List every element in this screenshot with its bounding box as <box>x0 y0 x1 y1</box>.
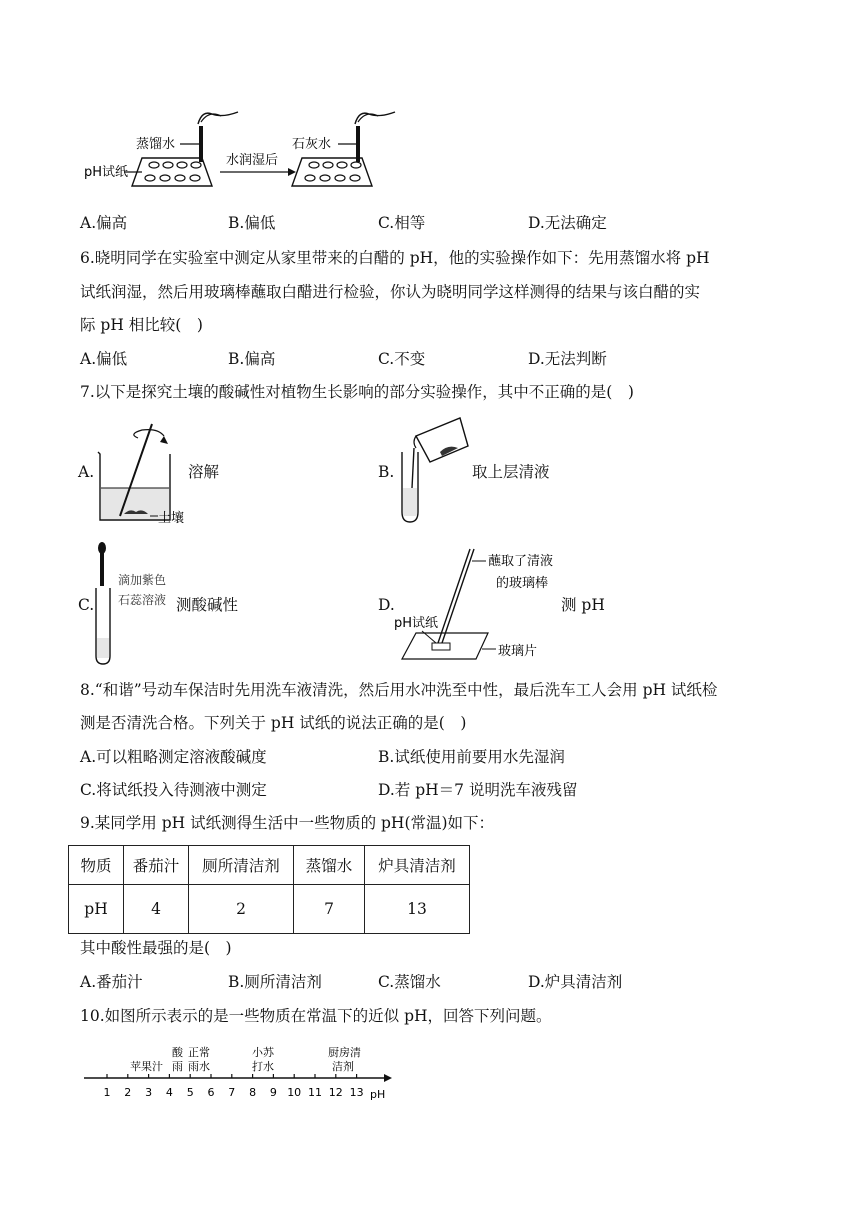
q7-c-label-1: 滴加紫色 <box>118 573 167 587</box>
ph-tick-label: 10 <box>287 1086 302 1099</box>
q7-option-d-text: 测 pH <box>561 596 605 614</box>
q7-d-label-1: 蘸取了清液 <box>488 554 554 569</box>
table-header-cell: 蒸馏水 <box>294 846 365 885</box>
table-header-cell: 番茄汁 <box>124 846 189 885</box>
q7-c-dropper-figure <box>90 538 180 668</box>
q9-after: 其中酸性最强的是( ) <box>80 939 232 957</box>
q7-a-soil-label: 土壤 <box>158 511 185 526</box>
q7-d-label-3: pH试纸 <box>394 616 439 631</box>
ph-label-normal-2: 雨水 <box>188 1060 210 1073</box>
q6-line-1: 6.晓明同学在实验室中测定从家里带来的白醋的 pH，他的实验操作如下：先用蒸馏水将 pH <box>80 249 710 267</box>
ph-label-soda-2: 打水 <box>252 1060 274 1073</box>
table-header-cell: 物质 <box>69 846 124 885</box>
fig5-label-water: 蒸馏水 <box>136 137 176 152</box>
ph-tick-label: 7 <box>228 1086 236 1099</box>
ph-tick-label: 13 <box>349 1086 364 1099</box>
q5-option-a: A.偏高 <box>80 214 128 232</box>
table-cell: pH <box>69 885 124 934</box>
ph-tick-label: 12 <box>328 1086 343 1099</box>
q8-line-2: 测是否清洗合格。下列关于 pH 试纸的说法正确的是( ) <box>80 714 467 732</box>
q6-line-2: 试纸润湿，然后用玻璃棒蘸取白醋进行检验，你认为晓明同学这样测得的结果与该白醋的实 <box>80 283 701 301</box>
ph-label-acid-2: 雨 <box>172 1060 183 1073</box>
q7-a-beaker-figure <box>94 416 194 528</box>
q10-stem: 10.如图所示表示的是一些物质在常温下的近似 pH，回答下列问题。 <box>80 1007 552 1025</box>
q7-option-b-text: 取上层清液 <box>472 463 550 481</box>
q9-option-b: B.厕所清洁剂 <box>228 973 322 991</box>
q8-option-a: A.可以粗略测定溶液酸碱度 <box>80 748 267 766</box>
ph-tick-label: 4 <box>165 1086 173 1099</box>
q9-stem: 9.某同学用 pH 试纸测得生活中一些物质的 pH(常温)如下： <box>80 814 495 832</box>
ph-label-soda-1: 小苏 <box>252 1046 274 1059</box>
q9-option-a: A.番茄汁 <box>80 973 143 991</box>
table-header-row <box>69 846 470 885</box>
ph-label-normal-1: 正常 <box>188 1046 210 1059</box>
q7-b-pour-figure <box>390 412 472 528</box>
q7-option-c-letter: C. <box>78 596 95 614</box>
q8-option-c: C.将试纸投入待测液中测定 <box>80 781 267 799</box>
q5-option-c: C.相等 <box>378 214 426 232</box>
fig5-label-arrow: 水润湿后 <box>226 153 279 168</box>
ph-tick-label: 1 <box>103 1086 111 1099</box>
table-cell: 7 <box>294 885 365 934</box>
q7-option-a-letter: A. <box>78 463 95 481</box>
q7-d-rod-figure <box>392 543 582 663</box>
q7-d-label-2: 的玻璃棒 <box>496 576 549 591</box>
q6-option-c: C.不变 <box>378 350 426 368</box>
ph-tick-label: 9 <box>269 1086 277 1099</box>
ph-scale-figure <box>84 1042 396 1104</box>
q7-option-c-text: 测酸碱性 <box>176 596 239 614</box>
q8-line-1: 8.“和谐”号动车保洁时先用洗车液清洗，然后用水冲洗至中性，最后洗车工人会用 pH 试纸检 <box>80 681 718 699</box>
q5-option-b: B.偏低 <box>228 214 276 232</box>
table-cell: 13 <box>365 885 470 934</box>
q5-figure <box>80 108 410 192</box>
q7-c-label-2: 石蕊溶液 <box>118 593 167 607</box>
q7-d-label-4: 玻璃片 <box>498 644 538 659</box>
q7-option-a-text: 溶解 <box>188 463 220 481</box>
q6-option-b: B.偏高 <box>228 350 276 368</box>
table-cell: 2 <box>189 885 294 934</box>
ph-tick-label: 8 <box>249 1086 257 1099</box>
q7-option-d-letter: D. <box>378 596 395 614</box>
ph-label-cleaner-2: 洁剂 <box>332 1060 354 1073</box>
fig5-label-paper: pH试纸 <box>84 165 129 180</box>
q9-option-c: C.蒸馏水 <box>378 973 441 991</box>
ph-table <box>68 845 470 934</box>
table-row <box>69 885 470 934</box>
ph-tick-label: 11 <box>308 1086 322 1099</box>
q6-option-d: D.无法判断 <box>528 350 607 368</box>
table-cell: 4 <box>124 885 189 934</box>
q6-line-3: 际 pH 相比较( ) <box>80 316 203 334</box>
table-header-cell: 炉具清洁剂 <box>365 846 470 885</box>
ph-label-apple: 苹果汁 <box>130 1060 163 1073</box>
q9-option-d: D.炉具清洁剂 <box>528 973 623 991</box>
q6-option-a: A.偏低 <box>80 350 128 368</box>
q8-option-d: D.若 pH＝7 说明洗车液残留 <box>378 781 578 799</box>
ph-label-acid-1: 酸 <box>172 1046 183 1059</box>
ph-tick-label: 5 <box>186 1086 194 1099</box>
ph-tick-label: 3 <box>145 1086 153 1099</box>
q5-option-d: D.无法确定 <box>528 214 607 232</box>
fig5-label-lime: 石灰水 <box>292 137 332 152</box>
ph-unit: pH <box>370 1088 386 1101</box>
table-header-cell: 厕所清洁剂 <box>189 846 294 885</box>
ph-label-cleaner-1: 厨房清 <box>328 1046 361 1059</box>
ph-tick-label: 2 <box>124 1086 132 1099</box>
q7-option-b-letter: B. <box>378 463 395 481</box>
q8-option-b: B.试纸使用前要用水先湿润 <box>378 748 565 766</box>
ph-tick-label: 6 <box>207 1086 215 1099</box>
q7-stem: 7.以下是探究土壤的酸碱性对植物生长影响的部分实验操作，其中不正确的是( ) <box>80 383 634 401</box>
